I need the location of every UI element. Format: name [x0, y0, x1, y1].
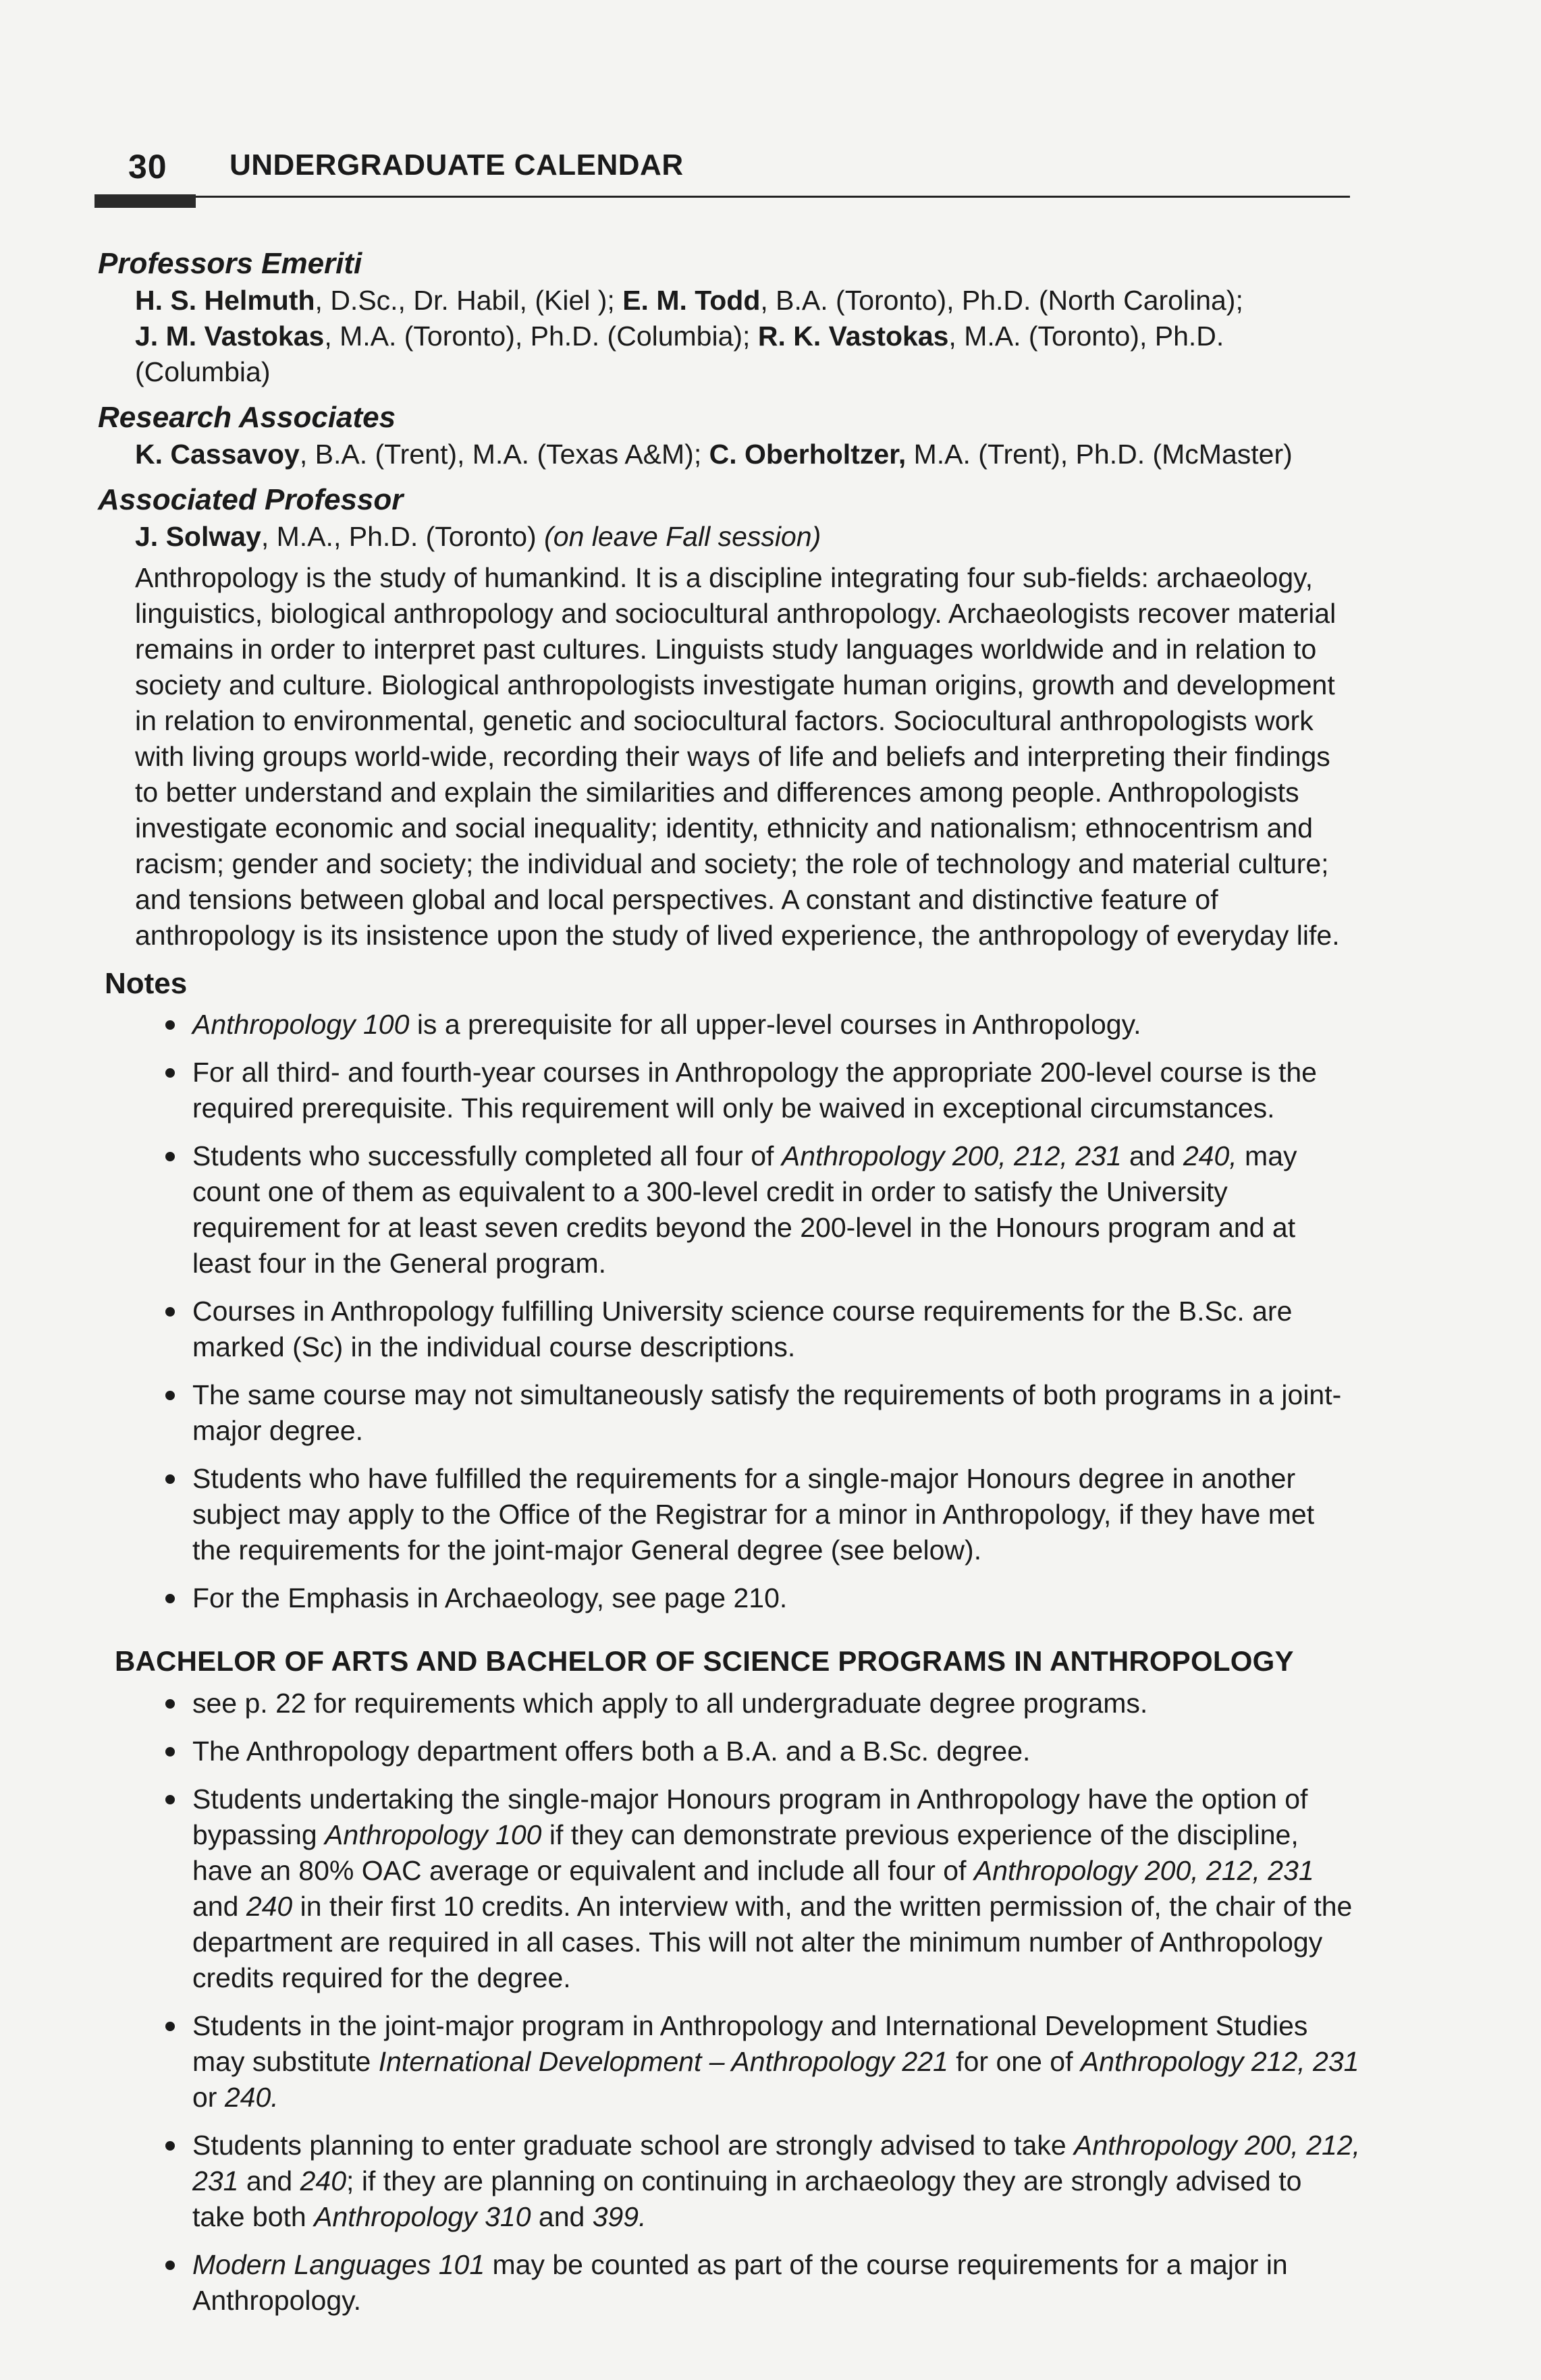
bullet-icon — [165, 1474, 175, 1484]
leave-note: (on leave Fall session) — [544, 521, 821, 552]
faculty-name: J. M. Vastokas — [135, 321, 325, 352]
faculty-credentials: , M.A. (Toronto), Ph.D. (Columbia) — [135, 321, 1224, 387]
list-item: Students undertaking the single-major Honours program in Anthropology have the option of bypassing Anthropology 100 if they can demonstrate previous experience of the discipline, have an 80% OAC average or equivalent and include all four of Anthropology 200, 212, 231 and 240 in their first 10 credits. An interview with, and the written permission of, the chair of the department are required in all cases. This will not alter the minimum number of Anthropology credits required for the degree. — [165, 1781, 1360, 1996]
bullet-icon — [165, 2141, 175, 2151]
research-associates-heading: Research Associates — [98, 401, 396, 434]
faculty-credentials: , M.A. (Toronto), Ph.D. (Columbia); — [324, 321, 758, 352]
programs-list — [98, 1686, 1360, 2319]
header-rule — [94, 196, 1350, 198]
list-item: For all third- and fourth-year courses in Anthropology the appropriate 200-level course is the required prerequisite. This requirement will only be waived in exceptional circumstances. — [165, 1055, 1360, 1126]
bullet-icon — [165, 1068, 175, 1078]
bullet-icon — [165, 2261, 175, 2270]
associated-professor-list — [98, 519, 1360, 555]
list-item: The Anthropology department offers both a B.A. and a B.Sc. degree. — [165, 1734, 1360, 1769]
faculty-credentials: , D.Sc., Dr. Habil, (Kiel ); — [315, 285, 623, 316]
running-title: UNDERGRADUATE CALENDAR — [229, 148, 684, 182]
list-item: see p. 22 for requirements which apply to all undergraduate degree programs. — [165, 1686, 1360, 1721]
list-item: Courses in Anthropology fulfilling University science course requirements for the B.Sc. are marked (Sc) in the individual course descriptions. — [165, 1294, 1360, 1365]
bullet-icon — [165, 1795, 175, 1804]
list-item: Modern Languages 101 may be counted as part of the course requirements for a major in Anthropology. — [165, 2247, 1360, 2319]
list-item: Anthropology 100 is a prerequisite for all upper-level courses in Anthropology. — [165, 1007, 1360, 1043]
faculty-name: R. K. Vastokas — [757, 321, 949, 352]
page-number: 30 — [128, 148, 167, 186]
professors-emeriti-list — [98, 283, 1360, 390]
professors-emeriti-heading: Professors Emeriti — [98, 247, 362, 280]
list-item: Students planning to enter graduate school are strongly advised to take Anthropology 200, 212, 231 and 240; if they are planning on continuing in archaeology they are strongly advised to take both Anthropology 310 and 399. — [165, 2128, 1360, 2235]
faculty-name: C. Oberholtzer, — [709, 439, 907, 470]
faculty-credentials: , M.A., Ph.D. (Toronto) — [261, 521, 545, 552]
bullet-icon — [165, 2022, 175, 2031]
page-content — [98, 236, 1360, 2331]
notes-list — [98, 1007, 1360, 1616]
bullet-icon — [165, 1391, 175, 1400]
research-associates-list — [98, 437, 1360, 472]
bullet-icon — [165, 1020, 175, 1030]
bullet-icon — [165, 1152, 175, 1161]
notes-heading: Notes — [105, 967, 188, 1000]
bullet-icon — [165, 1594, 175, 1603]
associated-professor-heading: Associated Professor — [98, 483, 404, 516]
list-item: For the Emphasis in Archaeology, see page 210. — [165, 1580, 1360, 1616]
list-item: Students who have fulfilled the requirements for a single-major Honours degree in another subject may apply to the Office of the Registrar for a minor in Anthropology, if they have met the requirements for the joint-major General degree (see below). — [165, 1461, 1360, 1568]
list-item: The same course may not simultaneously satisfy the requirements of both programs in a joint-major degree. — [165, 1377, 1360, 1449]
programs-heading: BACHELOR OF ARTS AND BACHELOR OF SCIENCE PROGRAMS IN ANTHROPOLOGY — [115, 1645, 1294, 1677]
intro-paragraph: Anthropology is the study of humankind. It is a discipline integrating four sub-fields: archaeology, linguistics, biological anthropology and sociocultural anthropology. Archaeologists recover material remains in order to interpret past cultures. Linguists study languages worldwide and in relation to society and culture. Biological anthropologists investigate human origins, growth and development in relation to environmental, genetic and sociocultural factors. Sociocultural anthropologists work with living groups world-wide, recording their ways of life and beliefs and interpreting their findings to better understand and explain the similarities and differences among people. Anthropologists investigate economic and social inequality; identity, ethnicity and nationalism; ethnocentrism and racism; gender and society; the individual and society; the role of technology and material culture; and tensions between global and local perspectives. A constant and distinctive feature of anthropology is its insistence upon the study of lived experience, the anthropology of everyday life. — [135, 562, 1340, 951]
faculty-credentials: , B.A. (Toronto), Ph.D. (North Carolina); — [760, 285, 1243, 316]
bullet-icon — [165, 1307, 175, 1317]
list-item: Students who successfully completed all four of Anthropology 200, 212, 231 and 240, may count one of them as equivalent to a 300-level credit in order to satisfy the University requirement for at least seven credits beyond the 200-level in the Honours program and at least four in the General program. — [165, 1138, 1360, 1281]
faculty-name: E. M. Todd — [622, 285, 761, 316]
faculty-credentials: M.A. (Trent), Ph.D. (McMaster) — [906, 439, 1293, 470]
list-item: Students in the joint-major program in Anthropology and International Development Studies may substitute International Development – Anthropology 221 for one of Anthropology 212, 231 or 240. — [165, 2008, 1360, 2115]
header-rule-tab — [94, 194, 196, 208]
page-header — [94, 143, 1350, 217]
bullet-icon — [165, 1699, 175, 1709]
faculty-credentials: , B.A. (Trent), M.A. (Texas A&M); — [299, 439, 709, 470]
bullet-icon — [165, 1747, 175, 1756]
faculty-name: J. Solway — [135, 521, 261, 552]
faculty-name: K. Cassavoy — [135, 439, 300, 470]
faculty-name: H. S. Helmuth — [135, 285, 315, 316]
